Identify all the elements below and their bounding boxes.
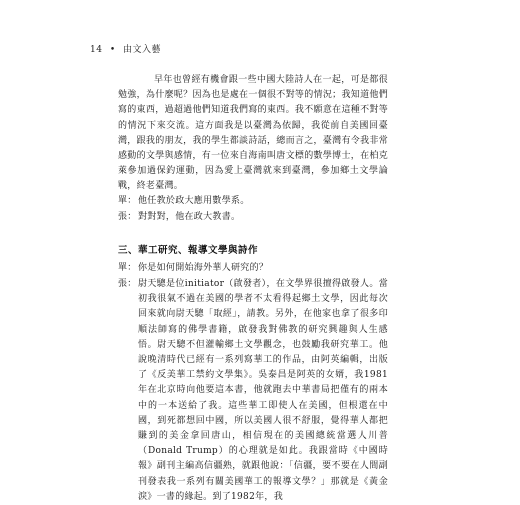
- speaker-label: 張：: [118, 212, 137, 222]
- speaker-label: 單：: [118, 196, 137, 206]
- dialog-line: [118, 277, 388, 505]
- dialog-text: 他任教於政大應用數學系。: [138, 196, 250, 206]
- dialog-text: 對對對，他在政大教書。: [138, 212, 241, 222]
- running-header: [90, 42, 165, 55]
- dialog-line: [118, 194, 388, 209]
- page-number: 14: [90, 45, 103, 55]
- book-title: 由文入藝: [123, 45, 162, 55]
- dialog-text: 你是如何開始海外華人研究的？: [138, 263, 269, 273]
- section-heading: 三、華工研究、報導文學與詩作: [118, 245, 259, 256]
- header-separator: •: [109, 45, 116, 55]
- dialog-text: 尉天驄是位initiator（啟發者），在文學界很擅得啟發人。當初我很氣不過在美國的學者不太看得起鄉土文學，因此每次回來就向尉天驄「取經」，請教。另外，在他家也拿了很多印順法師寫的佛學書籍，啟發我對佛教的研究興趣與人生感悟。尉天驄不但灌輸鄉土文學觀念，也鼓勵我研究華工。他說晚清時代已經有一系列寫華工的作品，由阿英編輯，出版了《反美華工禁約文學集》。吳泰昌是阿英的女婿，我1981年在北京時向他要這本書，他就跑去中華書局把僅有的兩本中的一本送給了我。這些華工即使人在美國，但根還在中國，到死都想回中國，所以美國人很不舒服，覺得華人都把賺到的美金拿回唐山，相信現在的美國總統當選人川普（Donald Trump）的心理就是如此。我跟當時《中國時報》副刊主編高信疆熟，就跟他說：「信疆，要不要在人間副刊發表我一系列有關美國華工的報導文學？」那就是《黃金淚》一書的緣起。到了1982年，我: [138, 279, 388, 502]
- dialog-line: [118, 261, 388, 276]
- speaker-label: 張：: [118, 279, 137, 289]
- speaker-label: 單：: [118, 263, 137, 273]
- dialog-line: [118, 210, 388, 225]
- body-paragraph: 早年也曾經有機會跟一些中國大陸詩人在一起，可是都很勉強，為什麼呢？因為也是處在一個很不對等的情況；我知道他們寫的東西，過超過他們知道我們寫的東西。我不願意在這種不對等的情況下來交流。這方面我是以臺灣為依歸，我從前自美國回臺灣，跟我的朋友，我的學生都談詩話，總而言之，臺灣有令我非常感動的文學與感情，有一位來自海南叫唐文標的數學博士，在柏克萊參加過保釣運動，因為愛上臺灣就來到臺灣，參加鄉土文學論戰，終老臺灣。: [118, 75, 388, 192]
